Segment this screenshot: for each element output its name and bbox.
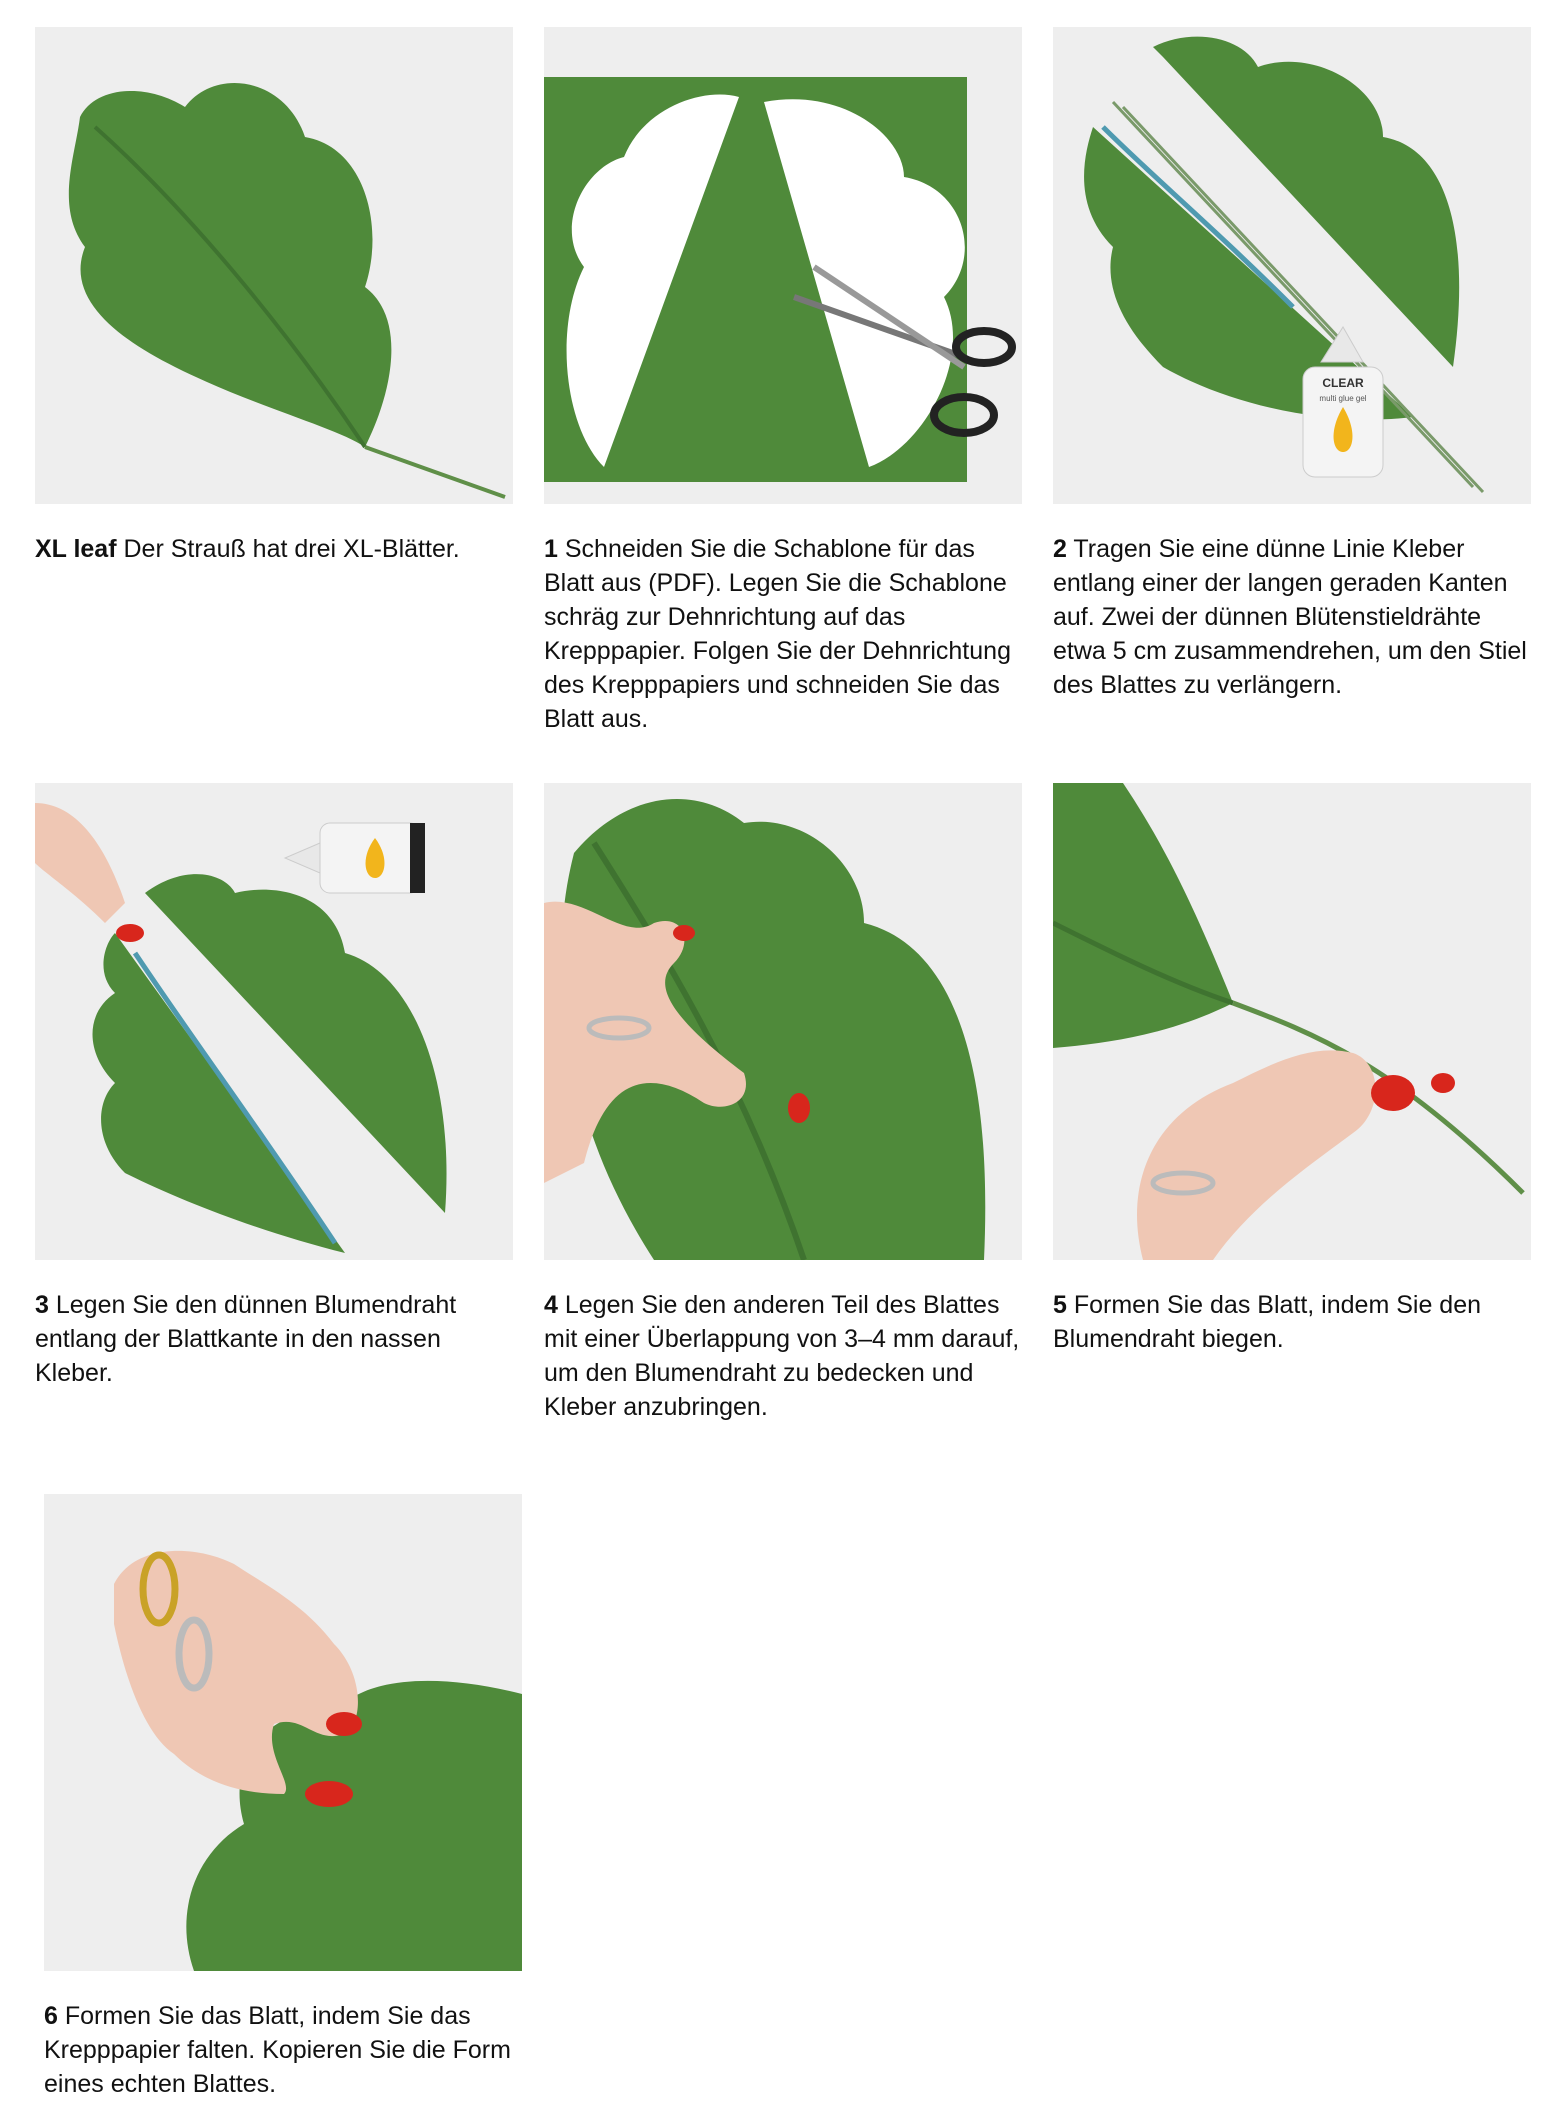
step-xl-leaf-caption [35, 532, 513, 566]
fingernail [1371, 1075, 1415, 1111]
step-label: 1 [544, 535, 558, 563]
step-text: Formen Sie das Blatt, indem Sie den Blumendraht biegen. [1053, 1291, 1482, 1353]
step-label: 5 [1053, 1291, 1067, 1319]
step-label: 4 [544, 1291, 558, 1319]
step-label: 6 [44, 2002, 58, 2030]
step-5-caption [1053, 1288, 1531, 1356]
step-2-photo [1053, 27, 1531, 504]
fingernail [673, 925, 695, 941]
leaf-stem [365, 447, 505, 497]
step-text: Der Strauß hat drei XL-Blätter. [123, 535, 460, 563]
step-label: 3 [35, 1291, 49, 1319]
step-6 [44, 1494, 522, 2101]
glue-sublabel: multi glue gel [1319, 394, 1367, 403]
fingernail [116, 924, 144, 942]
step-text: Formen Sie das Blatt, indem Sie das Krepppapier falten. Kopieren Sie die Form eines echten Blattes. [44, 2002, 511, 2098]
hand [35, 803, 125, 923]
fingernail [305, 1781, 353, 1807]
step-3 [35, 783, 513, 1390]
fingernail [1431, 1073, 1455, 1093]
fingernail [326, 1712, 362, 1736]
step-text: Legen Sie den dünnen Blumendraht entlang der Blattkante in den nassen Kleber. [35, 1291, 457, 1387]
step-xl-leaf-photo [35, 27, 513, 504]
step-label: XL leaf [35, 535, 117, 563]
glue-bottle-icon [285, 823, 425, 893]
step-3-photo [35, 783, 513, 1260]
step-4-caption [544, 1288, 1022, 1424]
step-text: Legen Sie den anderen Teil des Blattes mit einer Überlappung von 3–4 mm darauf, um den Blumendraht zu bedecken und Kleber anzubringen. [544, 1291, 1020, 1421]
fingernail [788, 1093, 810, 1123]
step-2 [1053, 27, 1531, 702]
step-2-caption [1053, 532, 1531, 702]
step-4 [544, 783, 1022, 1424]
step-label: 2 [1053, 535, 1067, 563]
step-4-photo [544, 783, 1022, 1260]
step-text: Schneiden Sie die Schablone für das Blatt aus (PDF). Legen Sie die Schablone schräg zur Dehnrichtung auf das Krepppapier. Folgen Sie der Dehnrichtung des Krepppapiers und schneiden Sie das Blatt aus. [544, 535, 1011, 733]
hand [1137, 1050, 1376, 1260]
step-6-caption [44, 1999, 522, 2101]
step-xl-leaf [35, 27, 513, 566]
step-5-photo [1053, 783, 1531, 1260]
step-1 [544, 27, 1022, 736]
step-3-caption [35, 1288, 513, 1390]
step-text: Tragen Sie eine dünne Linie Kleber entlang einer der langen geraden Kanten auf. Zwei der dünnen Blütenstieldrähte etwa 5 cm zusammendrehen, um den Stiel des Blattes zu verlängern. [1053, 535, 1527, 699]
step-5 [1053, 783, 1531, 1356]
step-1-caption [544, 532, 1022, 736]
step-6-photo [44, 1494, 522, 1971]
leaf-shape [1053, 783, 1233, 1048]
step-1-photo [544, 27, 1022, 504]
glue-label: CLEAR [1322, 376, 1364, 390]
